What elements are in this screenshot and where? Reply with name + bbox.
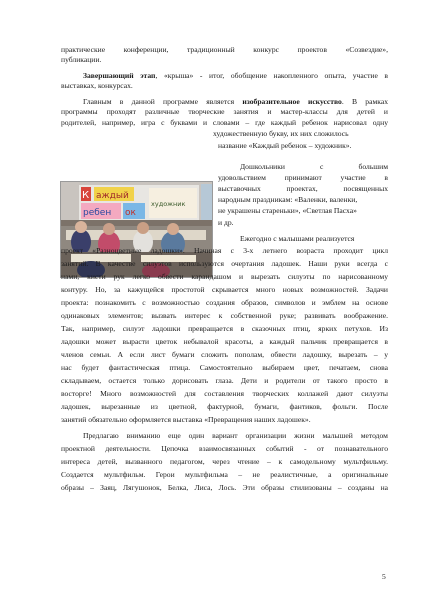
text-line: восторге! Много возможностей для составления творческих коллажей дают силуэты [61,389,388,398]
text-line: проектной деятельности. Цепочка взаимосвязанных событий - от познавательного [61,444,388,453]
paragraph-main-art: Главным в данной программе является изобразительное искусство. В рамках [83,97,388,106]
svg-text:ок: ок [125,208,136,218]
text-line: ладошки может вырасти цветок небывалой красоты, а каждый пальчик превращается в [61,337,388,346]
bold-term: Завершающий этап [83,71,156,80]
text-line: занятий. В качестве силуэтов используются очертания ладошек. Наши руки всегда с [61,259,388,268]
svg-text:ребен: ребен [83,208,112,218]
text-line: ладошек, вырезанные из цветной, фактурной, бумаги, фантиков, фольги. После [61,402,388,411]
bold-term: изобразительное искусство [242,97,342,106]
text-line: проекта: познакомить с возможностью создания образов, символов и эмблем на основе [61,298,388,307]
text-line: программы проходят различные творческие занятия и мастер-классы для детей и [61,107,388,116]
text-line: одинаковых элементов; вызвать интерес к собственной руке; развивать воображение. [61,311,388,320]
text-line: выставках, конкурсах. [61,81,133,90]
page-number: 5 [382,572,386,581]
paragraph-cartoon-project: Предлагаю вниманию еще один вариант организации жизни малышей методом [83,431,388,440]
text-line: контуру. Но, за кажущейся простотой скрывается много новых возможностей. Задачи [61,285,388,294]
text-line: Создается мультфильм. Герои мультфильма – не реалистичные, а оригинальные [61,470,388,479]
text-line: название «Каждый ребенок – художник». [218,141,352,150]
text-line: не украшены стареньки», «Светлая Пасха» [218,206,357,215]
text-line: родителей, например, игра с буквами и словами – где каждый ребенок нарисовал одну [61,118,388,127]
text-line: занятий обязательно оформляется выставка «Превращения наших ладошек». [61,415,311,424]
text-line: интереса детей, вызванного педагогом, через чтение – к самодельному мультфильму. [61,457,388,466]
text-line: удовольствием принимают участие в [218,173,388,182]
text-line: выставочных проектах, посвященных [218,184,388,193]
text-line: практические конференции, традиционный конкурс проектов «Созвездие», [61,45,388,54]
text-line: нас будет фантастическая птица. Самостоятельно выбираем цвет, печатаем, снова [61,363,388,372]
text-line: художественную букву, их них сложилось [213,129,349,138]
text-line: Дошкольники с большим [240,162,388,171]
text-line: проект «Разноцветные ладошки». Начиная с 3-х летнего возраста проходит цикл [61,246,388,255]
text-line: нами, кисти рук легко обвести карандашом и вырезать силуэты по нарисованному [61,272,388,281]
text-line: народным праздникам: «Валенки, валенки, [218,195,358,204]
svg-text:К: К [82,190,90,201]
paragraph-final-stage: Завершающий этап, «крыша» - итог, обобщение накопленного опыта, участие в [83,71,389,80]
svg-text:аждый: аждый [96,191,129,201]
text-line: Так, например, силуэт ладошки превращается в сказочных птиц, ярких петухов. Из [61,324,388,333]
text-line: образы – Заяц, Лягушонок, Белка, Лиса, Лось. Эти образы стилизованы – созданы на [61,483,388,492]
text-line: и др. [218,218,234,227]
svg-text:художник: художник [151,200,186,208]
text-line: Ежегодно с малышами реализуется [240,234,355,243]
text-line: членов семьи. А если лист бумаги сложить пополам, обвести ладошку, вырезать – у [61,350,388,359]
text-line: публикации. [61,55,102,64]
text-line: складываем, остается только дорисовать глаза. Дети и родители от такого просто в [61,376,388,385]
